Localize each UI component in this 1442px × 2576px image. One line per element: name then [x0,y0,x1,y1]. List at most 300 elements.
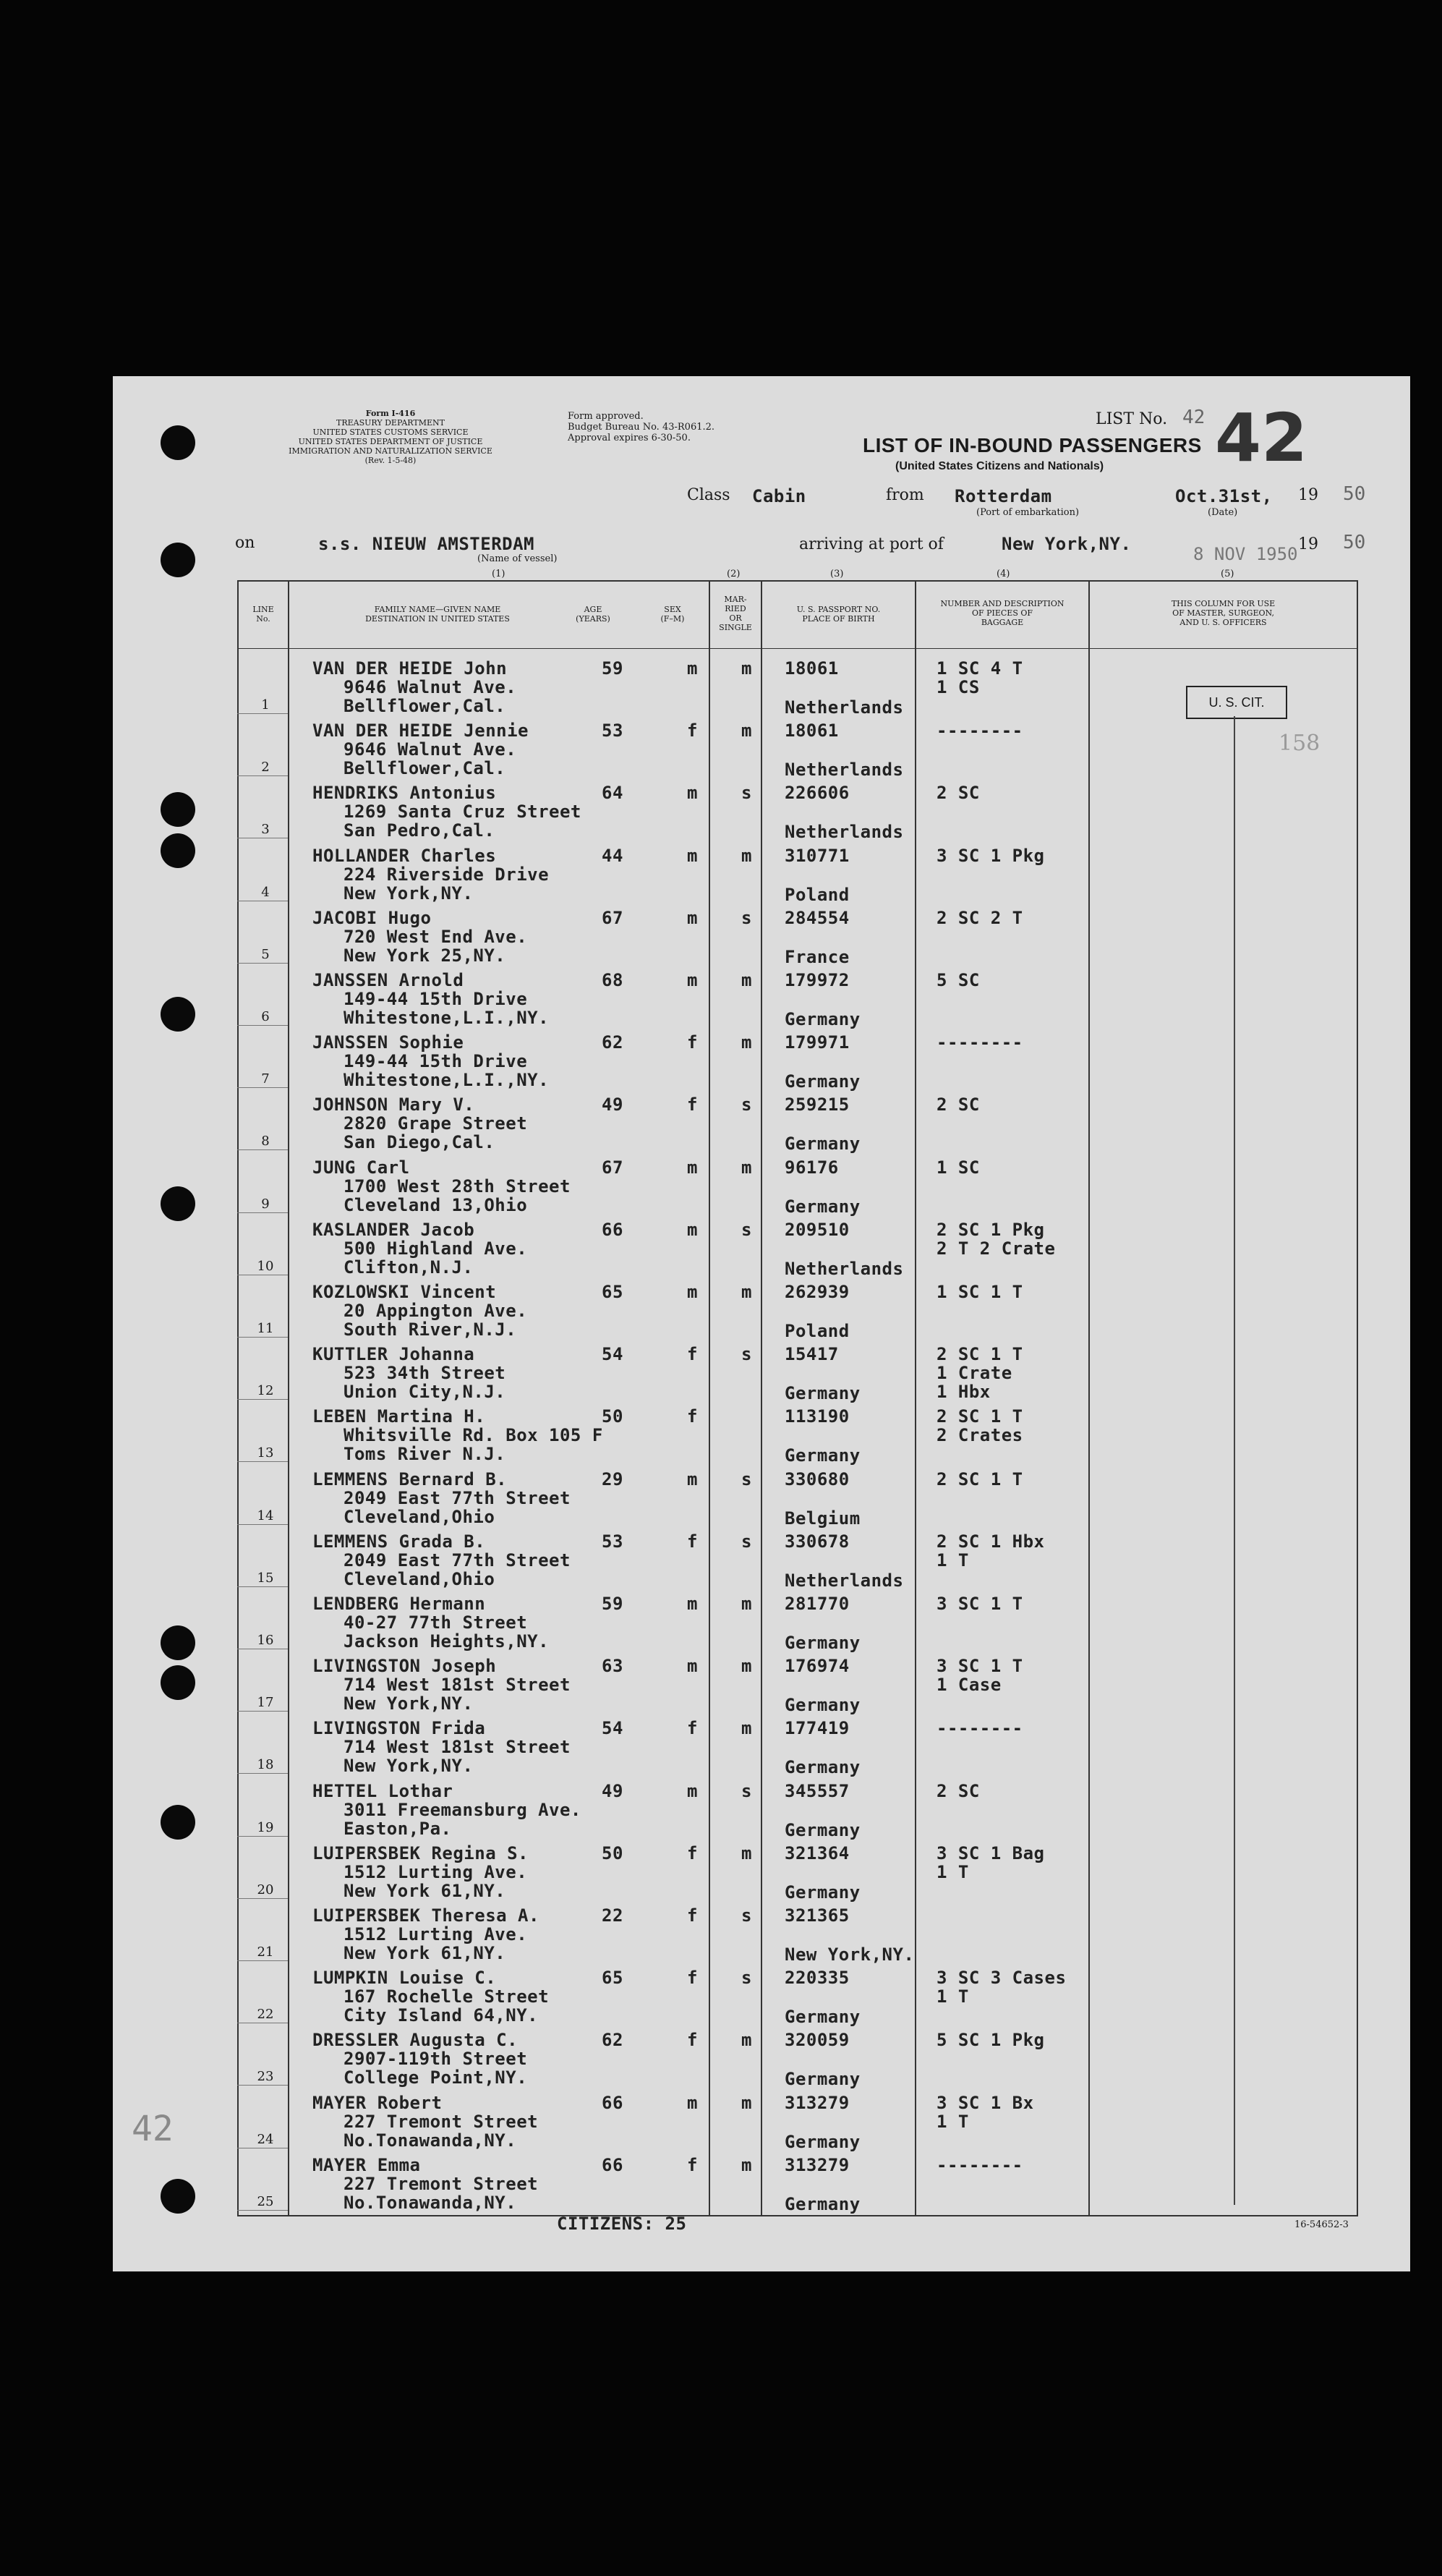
marital-status: m [741,1157,752,1178]
place-of-birth: Netherlands [785,1258,904,1279]
address-line: 227 Tremont Street [344,2173,539,2194]
passenger-sex: f [687,720,698,741]
passenger-age: 49 [602,1094,623,1115]
arrival-date-stamp: 8 NOV 1950 [1193,544,1298,564]
address-line: 224 Riverside Drive [344,864,550,885]
marital-status: m [741,2154,752,2175]
punch-hole [161,997,195,1032]
margin-handwriting: 42 [132,2109,174,2149]
place-of-birth: Germany [785,1633,861,1653]
address-line: 2049 East 77th Street [344,1550,571,1570]
marital-status: m [741,720,752,741]
place-of-birth: Germany [785,2007,861,2028]
passport-number: 113190 [785,1406,850,1427]
form-number: Form I-416 [365,409,416,418]
place-of-birth: Germany [785,1071,861,1092]
marital-status: s [741,1094,752,1115]
baggage-line: 1 Crate [937,1363,1012,1384]
header-baggage: NUMBER AND DESCRIPTION OF PIECES OF BAGGAGE [940,599,1065,627]
row-rule [237,1337,288,1338]
passenger-age: 54 [602,1344,623,1365]
marital-status: m [741,658,752,679]
line-number: 10 [257,1258,274,1274]
place-of-birth: Germany [785,1383,861,1404]
address-city: Bellflower,Cal. [344,696,506,716]
place-of-birth: Poland [785,1321,850,1341]
baggage-line: 3 SC 1 Bag [937,1842,1045,1863]
address-line: 2049 East 77th Street [344,1487,571,1508]
passport-number: 281770 [785,1594,850,1614]
line-number: 6 [261,1009,270,1024]
passenger-name: KOZLOWSKI Vincent [312,1282,497,1302]
address-line: 1512 Lurting Ave. [344,1924,528,1944]
baggage-line: 1 T [937,1550,969,1570]
passenger-sex: f [687,1968,698,1989]
place-of-birth: Germany [785,2193,861,2214]
address-line: 714 West 181st Street [344,1675,571,1696]
line-number: 11 [257,1321,274,1336]
passenger-name: LUMPKIN Louise C. [312,1968,497,1989]
baggage-line: 1 SC 1 T [937,1282,1023,1302]
address-city: New York 25,NY. [344,945,506,966]
margin-number: 158 [1279,731,1321,756]
place-of-birth: Poland [785,884,850,905]
passenger-name: JANSSEN Sophie [312,1032,464,1053]
table-bottom-rule [237,2215,1358,2216]
table-top-rule [237,580,1358,582]
passport-number: 15417 [785,1344,839,1365]
row-rule [237,1586,288,1587]
passenger-age: 54 [602,1718,623,1739]
arrival-year: 50 [1343,532,1366,553]
line-number: 25 [257,2193,274,2209]
baggage-line: 1 CS [937,677,980,697]
passenger-sex: m [687,1219,698,1240]
passenger-age: 49 [602,1780,623,1801]
place-of-birth: Netherlands [785,822,904,843]
passenger-sex: f [687,2030,698,2051]
baggage-line: 1 Case [937,1675,1002,1696]
class-value: Cabin [752,486,806,506]
baggage-line: 2 SC 1 T [937,1406,1023,1427]
row-rule [237,1960,288,1961]
place-of-birth: Germany [785,1009,861,1029]
marital-status: m [741,1718,752,1739]
passenger-sex: f [687,2154,698,2175]
dept-line: TREASURY DEPARTMENT [336,418,445,428]
address-city: New York 61,NY. [344,1880,506,1901]
col-divider [1357,580,1358,2216]
row-rule [237,1711,288,1712]
header-name: FAMILY NAME—GIVEN NAME DESTINATION IN UNITED STATES [365,605,510,624]
passenger-name: HOLLANDER Charles [312,845,497,866]
line-number: 7 [261,1071,270,1087]
passenger-name: JOHNSON Mary V. [312,1094,475,1115]
passenger-name: JACOBI Hugo [312,907,432,928]
baggage-line: 2 SC 1 T [937,1344,1023,1365]
passenger-sex: m [687,970,698,990]
line-number: 21 [257,1944,274,1960]
from-label: from [886,486,924,504]
passport-number: 96176 [785,1157,839,1178]
address-city: Bellflower,Cal. [344,758,506,779]
header-rule [237,648,1358,649]
row-rule [237,1025,288,1026]
address-line: 523 34th Street [344,1363,506,1384]
line-number: 22 [257,2007,274,2023]
dept-line: IMMIGRATION AND NATURALIZATION SERVICE [289,446,492,456]
baggage-line: 3 SC 1 Pkg [937,845,1045,866]
arriving-label: arriving at port of [799,535,944,553]
address-city: Union City,N.J. [344,1382,506,1403]
arrival-century: 19 [1298,535,1318,553]
passport-number: 310771 [785,845,850,866]
passport-number: 262939 [785,1282,850,1302]
passenger-name: LUIPERSBEK Regina S. [312,1842,529,1863]
revision: (Rev. 1-5-48) [364,456,417,465]
vessel-name: s.s. NIEUW AMSTERDAM [318,534,534,554]
marital-status: s [741,1780,752,1801]
officer-check-line [1234,716,1235,2205]
baggage-line: 2 Crates [937,1425,1023,1446]
marital-status: m [741,1842,752,1863]
header-married: MAR- RIED OR SINGLE [719,595,752,632]
address-line: 1269 Santa Cruz Street [344,802,581,822]
baggage-line: 2 SC 1 Hbx [937,1531,1045,1552]
address-line: 149-44 15th Drive [344,989,528,1009]
passenger-sex: f [687,1531,698,1552]
passenger-name: LENDBERG Hermann [312,1594,486,1614]
class-label: Class [687,486,730,504]
on-label: on [235,534,255,552]
passenger-name: MAYER Emma [312,2154,421,2175]
passenger-sex: m [687,1468,698,1489]
punch-hole [161,1805,195,1840]
address-city: New York,NY. [344,1756,474,1777]
passenger-sex: m [687,907,698,928]
passenger-sex: m [687,2092,698,2113]
address-city: New York 61,NY. [344,1943,506,1963]
punch-hole [161,1665,195,1700]
date-value: Oct.31st, [1175,486,1273,506]
passenger-age: 67 [602,907,623,928]
date-century: 19 [1298,486,1318,504]
passenger-age: 50 [602,1842,623,1863]
marital-status: s [741,1219,752,1240]
passport-number: 179971 [785,1032,850,1053]
place-of-birth: Netherlands [785,697,904,718]
col-divider [761,580,762,2216]
col-divider [1088,580,1090,2216]
passport-number: 177419 [785,1718,850,1739]
baggage-line: 2 SC 1 Pkg [937,1219,1045,1240]
row-rule [237,1773,288,1774]
line-number: 13 [257,1445,274,1461]
baggage-line: 1 SC 4 T [937,658,1023,679]
punch-hole [161,425,195,460]
marital-status: s [741,1905,752,1926]
passport-number: 320059 [785,2030,850,2051]
place-of-birth: Germany [785,1445,861,1466]
passenger-name: LEMMENS Grada B. [312,1531,486,1552]
passenger-age: 59 [602,1594,623,1614]
address-line: Whitsville Rd. Box 105 F [344,1425,603,1446]
footer-code: 16-54652-3 [1294,2219,1349,2230]
line-number: 15 [257,1570,274,1586]
approval-line: Budget Bureau No. 43-R061.2. [568,422,715,433]
address-city: No.Tonawanda,NY. [344,2130,517,2151]
place-of-birth: New York,NY. [785,1944,915,1965]
address-city: Toms River N.J. [344,1444,506,1465]
line-number: 9 [261,1196,270,1212]
address-line: 500 Highland Ave. [344,1238,528,1259]
address-line: 40-27 77th Street [344,1612,528,1633]
punch-hole [161,1186,195,1221]
passenger-age: 53 [602,1531,623,1552]
passport-number: 345557 [785,1780,850,1801]
row-rule [237,713,288,714]
passenger-name: KASLANDER Jacob [312,1219,475,1240]
passenger-name: LEBEN Martina H. [312,1406,486,1427]
passenger-age: 29 [602,1468,623,1489]
marital-status: s [741,783,752,804]
passenger-name: VAN DER HEIDE Jennie [312,720,529,741]
address-line: 1512 Lurting Ave. [344,1861,528,1882]
row-rule [237,1898,288,1899]
place-of-birth: Germany [785,1196,861,1217]
us-citizen-stamp: U. S. CIT. [1186,686,1287,719]
vessel-caption: (Name of vessel) [477,553,558,564]
passenger-age: 65 [602,1968,623,1989]
citizens-count: CITIZENS: 25 [557,2214,687,2234]
place-of-birth: Netherlands [785,760,904,781]
list-no-stamp: 42 [1215,399,1308,477]
column-number: (4) [997,569,1010,579]
line-number: 4 [261,884,270,900]
approval-line: Form approved. [568,411,644,422]
passenger-age: 66 [602,2154,623,2175]
date-caption: (Date) [1208,507,1238,518]
line-number: 2 [261,760,270,775]
passenger-sex: f [687,1406,698,1427]
address-city: New York,NY. [344,1693,474,1714]
passenger-sex: m [687,658,698,679]
baggage-line: 2 SC 2 T [937,907,1023,928]
col-divider [237,580,239,2216]
baggage-line: 3 SC 1 T [937,1594,1023,1614]
passenger-age: 22 [602,1905,623,1926]
punch-hole [161,833,195,868]
passport-number: 226606 [785,783,850,804]
marital-status: s [741,1968,752,1989]
passenger-age: 66 [602,2092,623,2113]
page-subtitle: (United States Citizens and Nationals) [895,460,1104,472]
address-city: No.Tonawanda,NY. [344,2192,517,2213]
baggage-line: -------- [937,2154,1023,2175]
punch-hole [161,2179,195,2214]
row-rule [237,1399,288,1400]
address-city: City Island 64,NY. [344,2005,539,2026]
passenger-sex: f [687,1905,698,1926]
passenger-sex: f [687,1094,698,1115]
row-rule [237,2085,288,2086]
address-line: 149-44 15th Drive [344,1051,528,1072]
port-caption: (Port of embarkation) [976,507,1080,518]
passenger-age: 63 [602,1656,623,1677]
row-rule [237,1836,288,1837]
approval-line: Approval expires 6-30-50. [568,433,691,443]
line-number: 12 [257,1383,274,1399]
row-rule [237,1087,288,1088]
marital-status: m [741,1282,752,1302]
row-rule [237,775,288,776]
passport-number: 330678 [785,1531,850,1552]
baggage-line: -------- [937,720,1023,741]
passenger-sex: m [687,1656,698,1677]
address-city: New York,NY. [344,883,474,904]
passenger-sex: m [687,1594,698,1614]
baggage-line: 2 T 2 Crate [937,1238,1056,1259]
passenger-age: 50 [602,1406,623,1427]
address-city: Clifton,N.J. [344,1257,474,1278]
header-age: AGE (YEARS) [576,605,610,624]
address-line: 1700 West 28th Street [344,1176,571,1196]
baggage-line: 1 SC [937,1157,980,1178]
row-rule [237,1149,288,1150]
col-divider [709,580,710,2216]
line-number: 20 [257,1882,274,1897]
line-number: 18 [257,1757,274,1773]
passport-number: 220335 [785,1968,850,1989]
place-of-birth: Germany [785,1757,861,1778]
baggage-line: 5 SC [937,970,980,990]
address-city: Whitestone,L.I.,NY. [344,1008,550,1028]
header-line-no: LINE No. [252,605,274,624]
column-number: (3) [830,569,844,579]
passenger-sex: f [687,1032,698,1053]
marital-status: m [741,845,752,866]
passenger-name: LIVINGSTON Frida [312,1718,486,1739]
punch-hole [161,543,195,577]
header-passport: U. S. PASSPORT NO. PLACE OF BIRTH [796,605,881,624]
address-city: Cleveland,Ohio [344,1506,495,1527]
passport-number: 321365 [785,1905,850,1926]
baggage-line: 5 SC 1 Pkg [937,2030,1045,2051]
passenger-age: 67 [602,1157,623,1178]
row-rule [237,1212,288,1213]
form-agency-block [217,409,564,465]
baggage-line: 3 SC 1 T [937,1656,1023,1677]
dept-line: UNITED STATES CUSTOMS SERVICE [312,428,469,437]
list-no-label: LIST No. [1096,410,1168,428]
line-number: 23 [257,2069,274,2085]
place-of-birth: Germany [785,1819,861,1840]
marital-status: s [741,907,752,928]
from-value: Rotterdam [955,486,1052,506]
passport-number: 259215 [785,1094,850,1115]
passenger-sex: f [687,1842,698,1863]
line-number: 17 [257,1695,274,1711]
marital-status: m [741,1656,752,1677]
passenger-name: DRESSLER Augusta C. [312,2030,519,2051]
passenger-sex: m [687,1157,698,1178]
place-of-birth: Germany [785,1134,861,1155]
place-of-birth: Belgium [785,1508,861,1529]
baggage-line: 2 SC [937,783,980,804]
baggage-line: 2 SC [937,1780,980,1801]
passenger-sex: m [687,845,698,866]
arrival-port: New York,NY. [1002,534,1132,554]
passenger-sex: m [687,1282,698,1302]
address-city: San Pedro,Cal. [344,820,495,841]
passport-number: 321364 [785,1842,850,1863]
baggage-line: 1 T [937,2111,969,2132]
line-number: 3 [261,822,270,838]
passport-number: 18061 [785,720,839,741]
passenger-sex: m [687,1780,698,1801]
marital-status: m [741,970,752,990]
passenger-sex: f [687,1718,698,1739]
line-number: 5 [261,946,270,962]
baggage-line: -------- [937,1718,1023,1739]
line-number: 16 [257,1633,274,1648]
row-rule [237,1524,288,1525]
column-number: (1) [492,569,505,579]
passenger-age: 64 [602,783,623,804]
passport-number: 284554 [785,907,850,928]
address-city: Cleveland 13,Ohio [344,1194,528,1215]
passport-number: 313279 [785,2092,850,2113]
marital-status: m [741,2030,752,2051]
punch-hole [161,792,195,827]
row-rule [237,2210,288,2211]
col-divider [915,580,916,2216]
address-line: 9646 Walnut Ave. [344,739,517,760]
line-number: 1 [261,697,270,713]
baggage-line: 1 T [937,1861,969,1882]
passenger-age: 44 [602,845,623,866]
address-city: College Point,NY. [344,2067,528,2088]
place-of-birth: Germany [785,1882,861,1903]
baggage-line: 2 SC 1 T [937,1468,1023,1489]
place-of-birth: Germany [785,1695,861,1716]
place-of-birth: France [785,946,850,967]
passport-number: 209510 [785,1219,850,1240]
passenger-name: VAN DER HEIDE John [312,658,508,679]
baggage-line: 1 Hbx [937,1382,991,1403]
passport-number: 313279 [785,2154,850,2175]
address-city: Cleveland,Ohio [344,1568,495,1589]
place-of-birth: Germany [785,2131,861,2152]
marital-status: s [741,1468,752,1489]
address-city: Whitestone,L.I.,NY. [344,1070,550,1091]
passenger-name: HETTEL Lothar [312,1780,453,1801]
address-line: 167 Rochelle Street [344,1986,550,2007]
passenger-name: MAYER Robert [312,2092,443,2113]
passenger-age: 62 [602,2030,623,2051]
marital-status: s [741,1344,752,1365]
line-number: 8 [261,1134,270,1149]
form-approval [568,411,714,443]
baggage-line: 3 SC 3 Cases [937,1968,1067,1989]
passenger-sex: m [687,783,698,804]
passenger-name: LUIPERSBEK Theresa A. [312,1905,539,1926]
passenger-age: 59 [602,658,623,679]
line-number: 19 [257,1819,274,1835]
list-no-value: 42 [1182,407,1206,428]
passenger-age: 68 [602,970,623,990]
page-title: LIST OF IN-BOUND PASSENGERS [863,434,1202,456]
